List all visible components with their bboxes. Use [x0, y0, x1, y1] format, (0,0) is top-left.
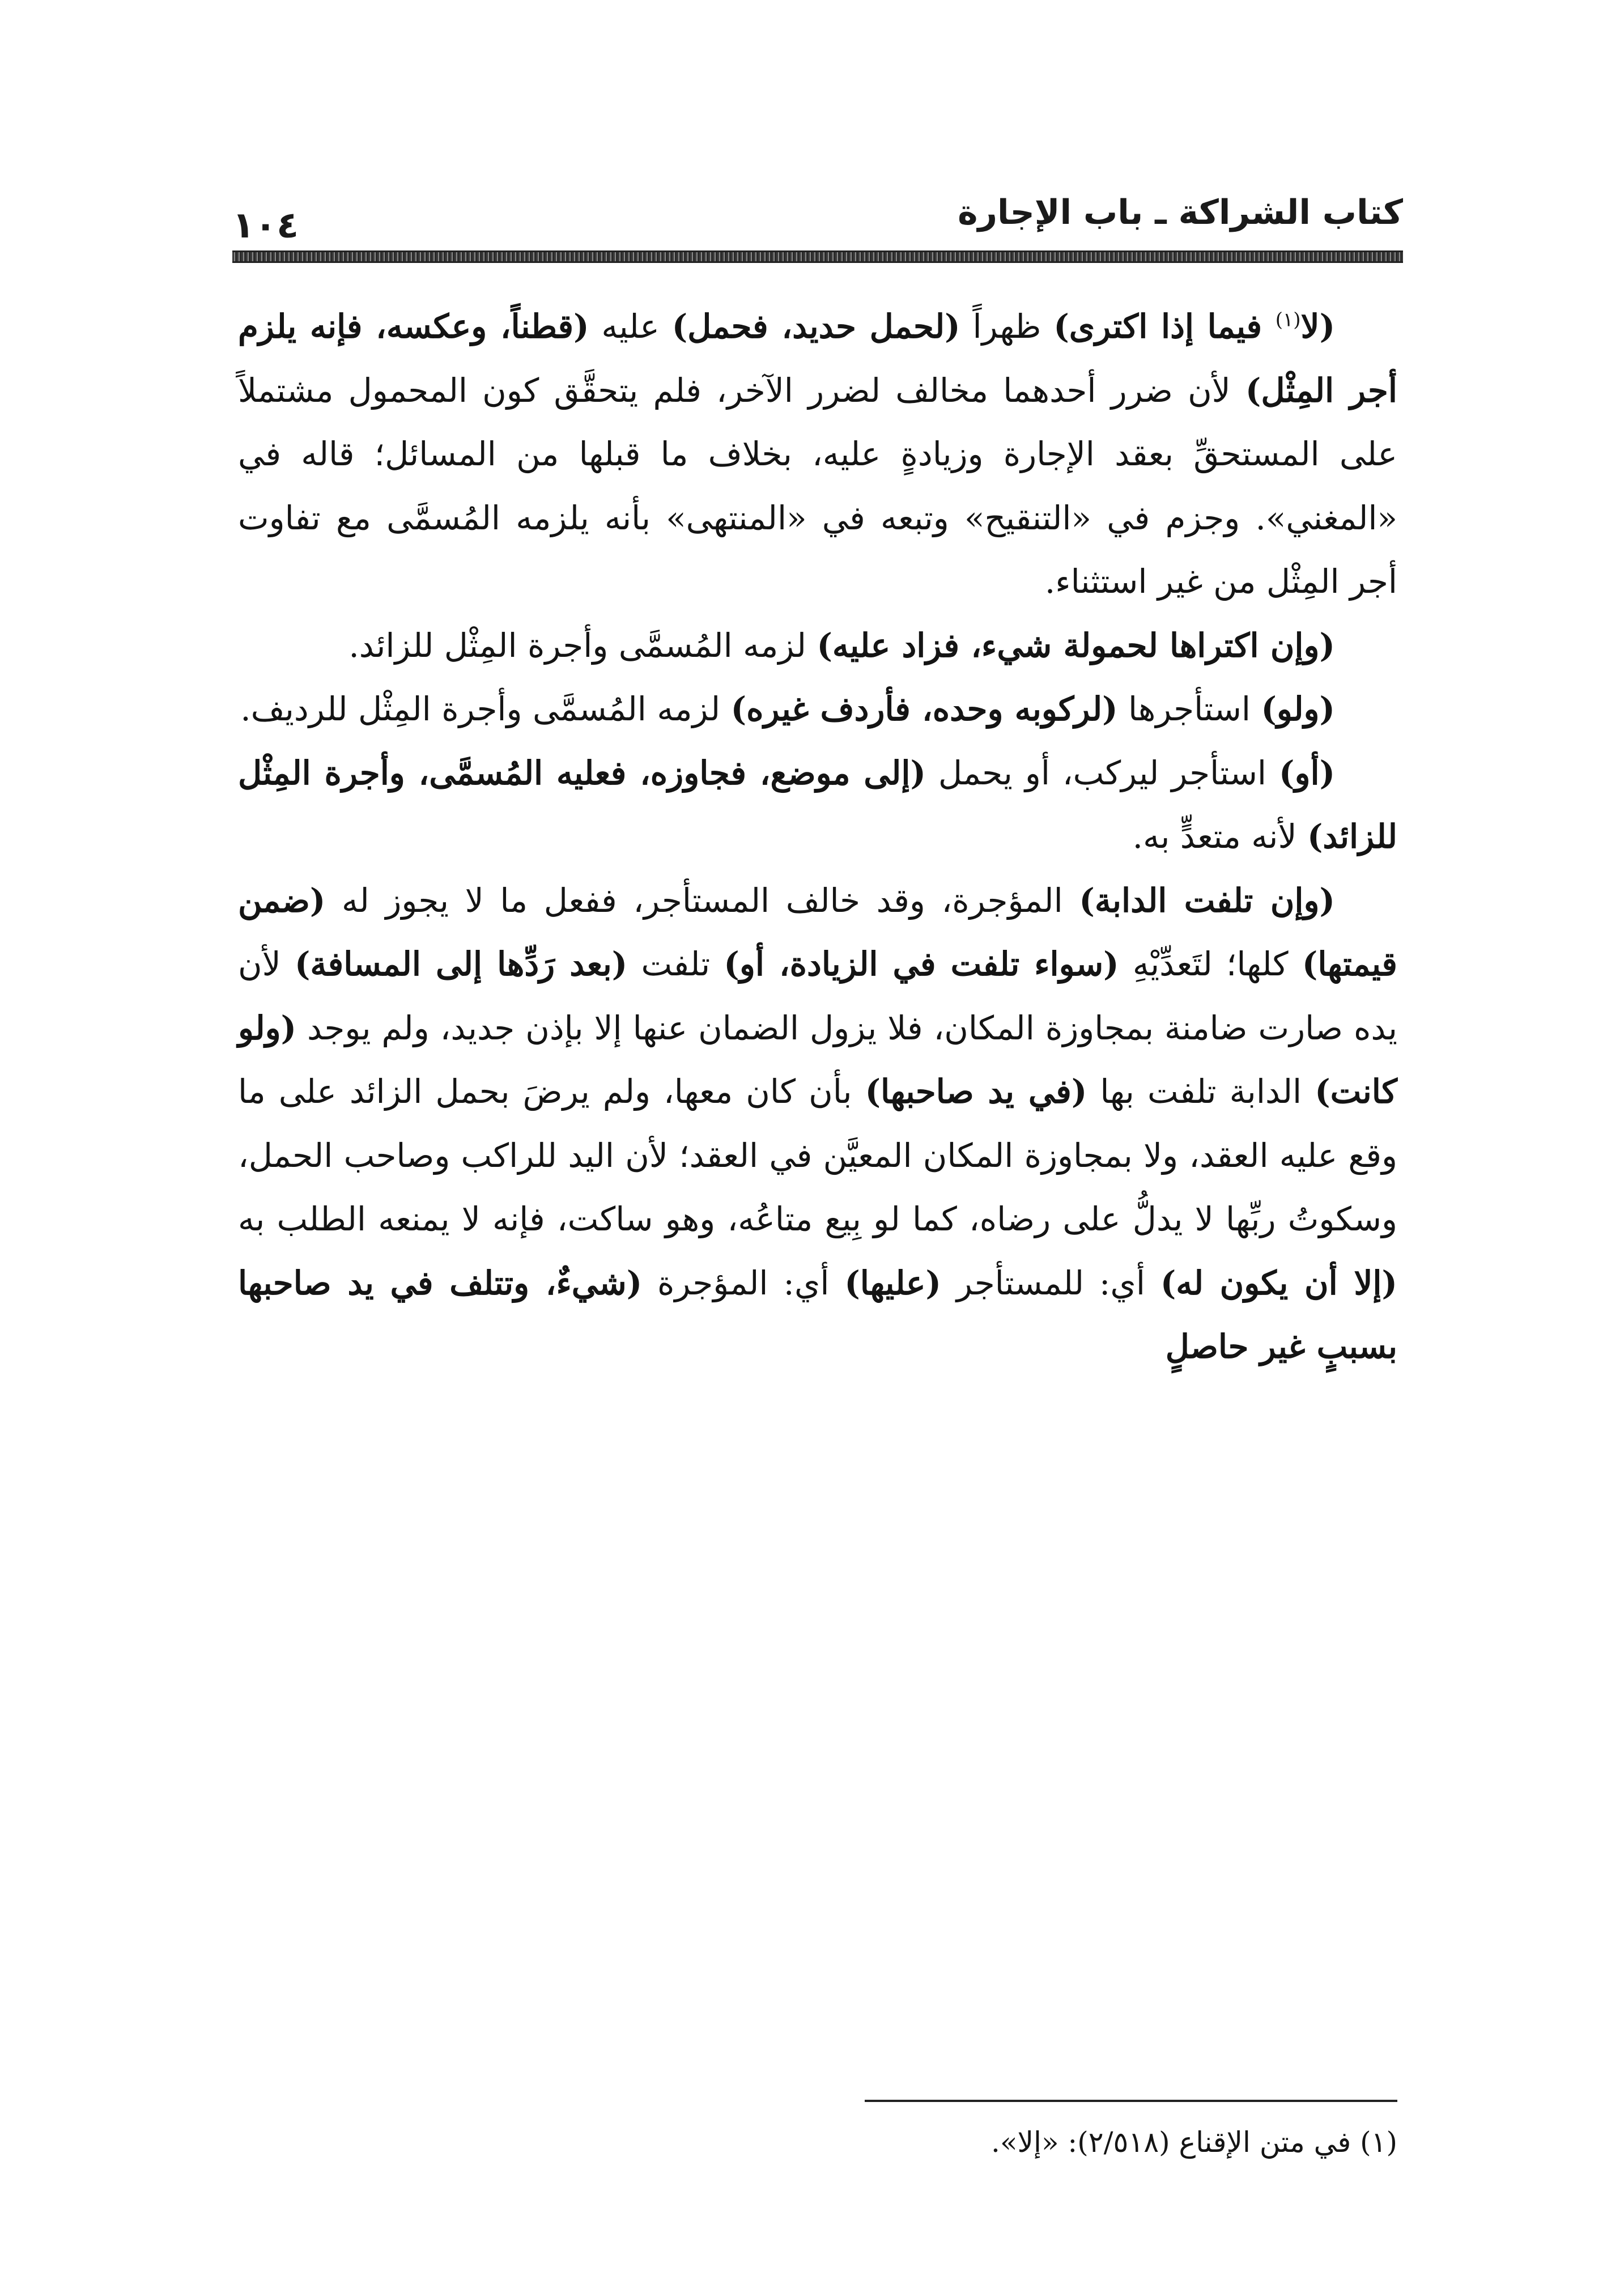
- running-title: كتاب الشراكة ـ باب الإجارة: [958, 193, 1403, 232]
- plain-text: الدابة تلفت بها: [1087, 1072, 1315, 1111]
- bold-text: (أو): [1279, 753, 1336, 792]
- header-rule: [232, 250, 1403, 263]
- footnote-ref[interactable]: (١): [1275, 308, 1301, 332]
- bold-text: (ضمن قيمتها): [238, 881, 1398, 983]
- paragraph-2: [238, 614, 1397, 678]
- bold-text: (ولو): [1261, 690, 1335, 728]
- bold-text: (في يد صاحبها): [865, 1072, 1087, 1111]
- plain-text: لأنه متعدٍّ به.: [1132, 817, 1307, 856]
- bold-text: (شيءٌ، وتتلف في يد صاحبها بسببٍ غير حاصلٍ: [238, 1263, 1397, 1366]
- plain-text: المؤجرة، وقد خالف المستأجر، ففعل ما لا يجوز له: [325, 881, 1079, 920]
- plain-text: لزمه المُسمَّى وأجرة المِثْل للزائد.: [348, 626, 817, 665]
- paragraph-1: [238, 295, 1397, 614]
- plain-text: أي: للمستأجر: [941, 1263, 1160, 1302]
- bold-text: (عليها): [844, 1263, 941, 1302]
- plain-text: بأن كان معها، ولم يرضَ بحمل الزائد على ما وقع عليه العقد، ولا بمجاوزة المكان المعيَّن في العقد؛ لأن اليد للراكب وصاحب الحمل، وسكوتُ ربِّها لا يدلُّ على رضاه، كما لو بِيع متاعُه، وهو ساكت، فإنه لا يمنعه الطلب به: [238, 1072, 1397, 1238]
- bold-text: فيما إذا اكترى): [1053, 307, 1276, 346]
- plain-text: استأجر ليركب، أو يحمل: [925, 753, 1279, 792]
- bold-text: (لا: [1300, 307, 1336, 346]
- bold-text: (لحمل حديد، فحمل): [671, 307, 960, 346]
- bold-text: (إلى موضع، فجاوزه، فعليه المُسمَّى، وأجرة المِثْل للزائد): [238, 753, 1397, 856]
- main-text: [238, 295, 1397, 1379]
- paragraph-5: [238, 869, 1397, 1379]
- plain-text: ظهراً: [960, 307, 1054, 346]
- bold-text: (وإن اكتراها لحمولة شيء، فزاد عليه): [817, 626, 1335, 665]
- paragraph-4: [238, 741, 1397, 869]
- bold-text: (وإن تلفت الدابة): [1079, 881, 1335, 920]
- bold-text: (سواء تلفت في الزيادة، أو): [724, 945, 1119, 983]
- bold-text: (قطناً، وعكسه، فإنه يلزم أجر المِثْل): [238, 307, 1397, 410]
- plain-text: لأن يده صارت ضامنة بمجاوزة المكان، فلا يزول الضمان عنها إلا بإذن جديد، ولم يوجد: [238, 945, 1397, 1047]
- page-number: ١٠٤: [232, 205, 299, 247]
- plain-text: تلفت: [627, 945, 724, 983]
- page-header: [232, 187, 1403, 261]
- paragraph-3: [238, 677, 1397, 741]
- plain-text: لأن ضرر أحدهما مخالف لضرر الآخر، فلم يتحقَّق كون المحمول مشتملاً على المستحقِّ بعقد الإجارة وزيادةٍ عليه، بخلاف ما قبلها من المسائل؛ قاله في «المغني». وجزم في «التنقيح» وتبعه في «المنتهى» بأنه يلزمه المُسمَّى مع تفاوت أجر المِثْل من غير استثناء.: [238, 371, 1397, 601]
- footnote-separator: [865, 2100, 1397, 2102]
- bold-text: (ولو كانت): [238, 1008, 1398, 1111]
- bold-text: (لركوبه وحده، فأردف غيره): [730, 690, 1118, 728]
- footnote: (١) في متن الإقناع (٢/٥١٨): «إلا».: [991, 2126, 1397, 2159]
- bold-text: (بعد رَدِّها إلى المسافة): [294, 945, 628, 983]
- bold-text: (إلا أن يكون له): [1160, 1263, 1397, 1302]
- plain-text: استأجرها: [1117, 690, 1261, 728]
- plain-text: عليه: [589, 307, 672, 346]
- plain-text: لزمه المُسمَّى وأجرة المِثْل للرديف.: [240, 690, 731, 728]
- plain-text: كلها؛ لتَعدِّيْهِ: [1119, 945, 1302, 983]
- plain-text: أي: المؤجرة: [642, 1263, 845, 1302]
